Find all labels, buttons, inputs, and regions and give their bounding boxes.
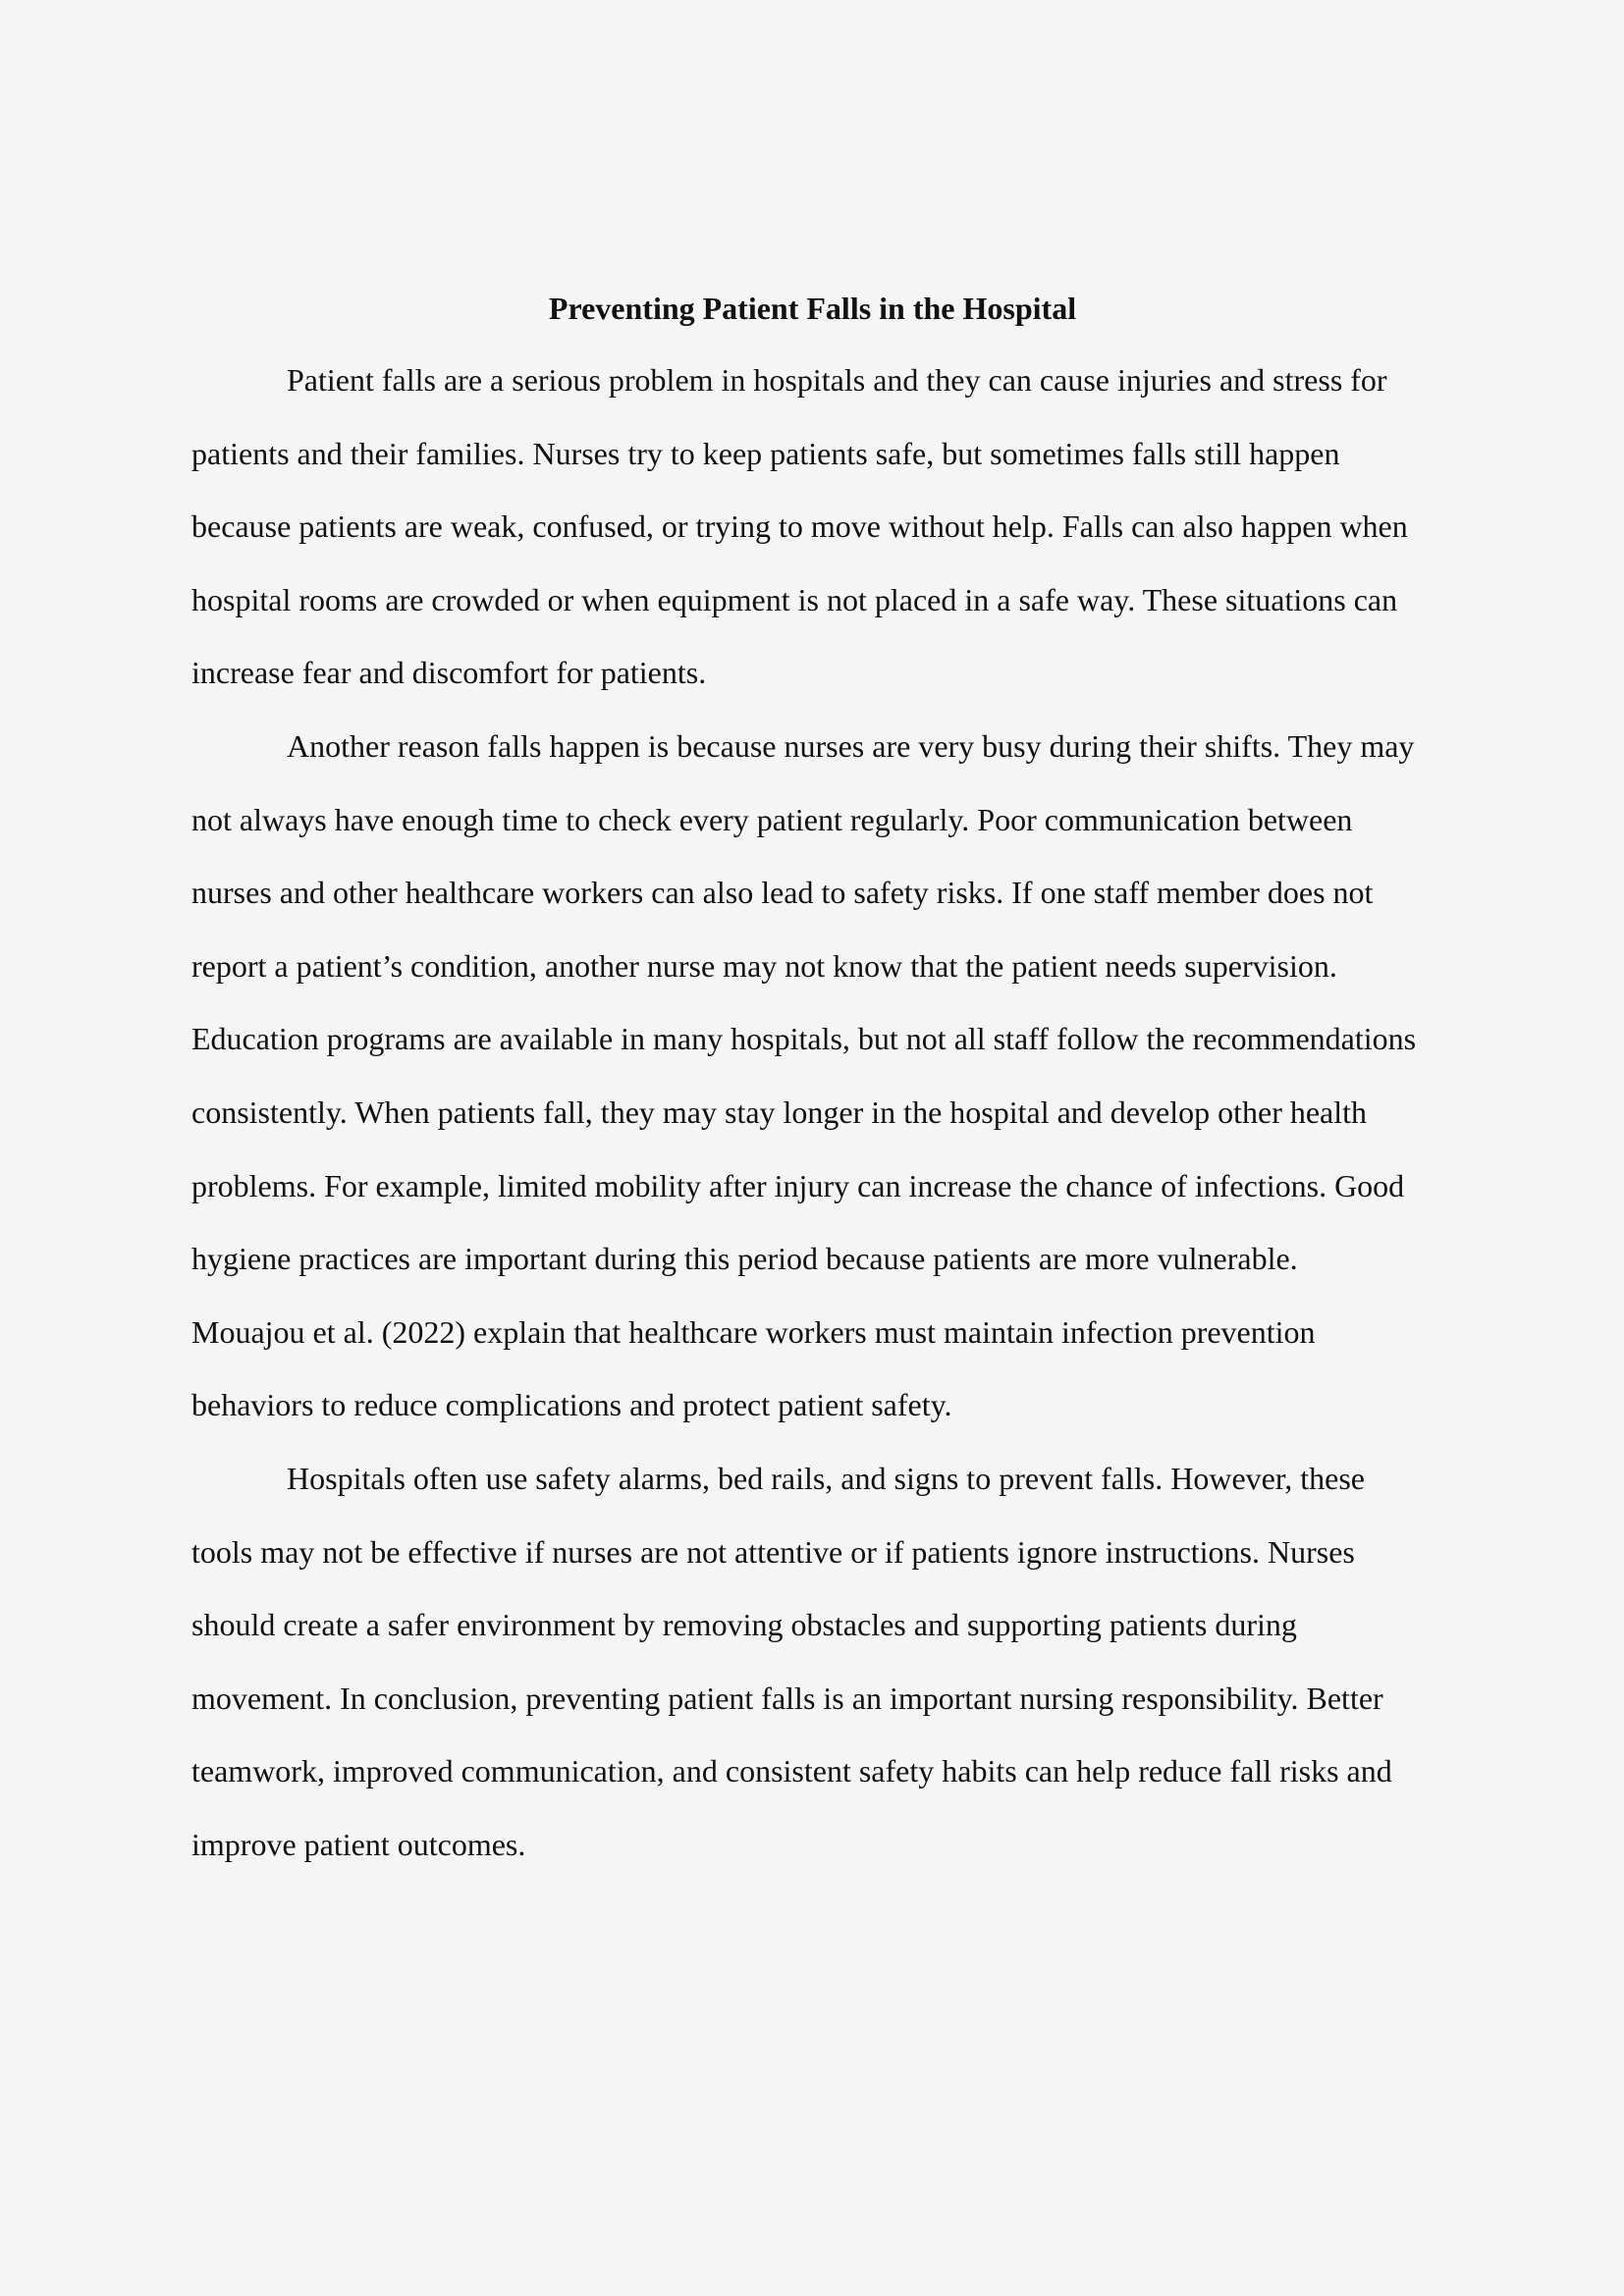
paragraph-line: improve patient outcomes.	[191, 1826, 526, 1862]
paragraph-1	[191, 344, 1434, 710]
paragraph-line: hospital rooms are crowded or when equipment is not placed in a safe way. These situations can	[191, 581, 1398, 617]
paragraph-line: movement. In conclusion, preventing patient falls is an important nursing responsibility. Better	[191, 1680, 1383, 1716]
paragraph-line: should create a safer environment by removing obstacles and supporting patients during	[191, 1607, 1297, 1643]
document-title: Preventing Patient Falls in the Hospital	[548, 291, 1077, 326]
paragraph-line: report a patient’s condition, another nurse may not know that the patient needs supervision.	[191, 947, 1337, 984]
paragraph-line: hygiene practices are important during this period because patients are more vulnerable.	[191, 1241, 1298, 1277]
paragraph-3	[191, 1442, 1434, 1882]
paragraph-line: Education programs are available in many hospitals, but not all staff follow the recommendations	[191, 1021, 1417, 1057]
paragraph-line: Patient falls are a serious problem in hospitals and they can cause injuries and stress for	[287, 362, 1387, 398]
paragraph-line: Mouajou et al. (2022) explain that healthcare workers must maintain infection prevention	[191, 1313, 1316, 1350]
document-body	[191, 287, 1434, 1881]
paragraph-line: tools may not be effective if nurses are not attentive or if patients ignore instructions. Nurses	[191, 1533, 1355, 1570]
paragraph-line: Hospitals often use safety alarms, bed rails, and signs to prevent falls. However, these	[287, 1460, 1365, 1496]
paragraph-2	[191, 710, 1434, 1442]
paragraph-line: nurses and other healthcare workers can also lead to safety risks. If one staff member does not	[191, 875, 1374, 911]
paragraph-line: increase fear and discomfort for patients.	[191, 655, 707, 691]
paragraph-line: consistently. When patients fall, they may stay longer in the hospital and develop other health	[191, 1094, 1368, 1130]
paragraph-line: because patients are weak, confused, or trying to move without help. Falls can also happen when	[191, 508, 1408, 545]
paragraph-line: patients and their families. Nurses try to keep patients safe, but sometimes falls still happen	[191, 435, 1340, 471]
paragraph-line: teamwork, improved communication, and consistent safety habits can help reduce fall risks and	[191, 1753, 1392, 1789]
paragraph-line: not always have enough time to check every patient regularly. Poor communication between	[191, 801, 1353, 837]
paragraph-line: Another reason falls happen is because nurses are very busy during their shifts. They may	[287, 727, 1415, 764]
paragraph-line: behaviors to reduce complications and protect patient safety.	[191, 1387, 952, 1423]
paragraph-line: problems. For example, limited mobility after injury can increase the chance of infections. Good	[191, 1167, 1405, 1203]
